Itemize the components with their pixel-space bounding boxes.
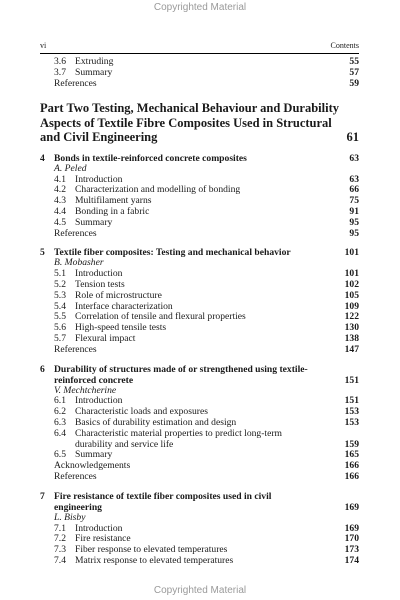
section-number: 7.1 xyxy=(54,522,66,534)
section-number: 5.6 xyxy=(54,322,66,334)
chapter-author: L. Bisby xyxy=(54,511,86,523)
section-number: 6.1 xyxy=(54,395,66,407)
entry-page: 55 xyxy=(349,56,359,67)
section-number: 4.1 xyxy=(54,173,66,185)
chapter-number: 6 xyxy=(40,363,45,375)
section-page: 95 xyxy=(349,216,359,228)
section-number: 5.3 xyxy=(54,289,66,301)
page-number: vi xyxy=(40,41,47,50)
section-page: 102 xyxy=(344,279,359,291)
chapter-number: 5 xyxy=(40,247,45,259)
section-entry xyxy=(40,556,359,567)
chapter-author: A. Peled xyxy=(54,162,87,174)
section-number: 5.2 xyxy=(54,279,66,291)
section-number: 4.5 xyxy=(54,216,66,228)
section-page: 91 xyxy=(349,206,359,218)
section-page: 95 xyxy=(349,227,359,239)
chapter-page: 169 xyxy=(344,501,359,513)
section-page: 173 xyxy=(344,544,359,556)
part-heading-line: Aspects of Textile Fibre Composites Used in Structural xyxy=(40,115,332,130)
section-page: 130 xyxy=(344,322,359,334)
section-number: 4.3 xyxy=(54,195,66,207)
chapter-author: V. Mechtcherine xyxy=(54,384,117,396)
section-entry-references xyxy=(40,472,359,483)
section-page: 169 xyxy=(344,522,359,534)
section-page: 153 xyxy=(344,406,359,418)
part-heading-line: and Civil Engineering xyxy=(40,130,158,145)
section-title: Summary xyxy=(75,216,113,228)
section-entry-references xyxy=(40,229,359,240)
section-entry xyxy=(40,429,359,451)
section-title: Characteristic material properties to predict long-term durability and service life xyxy=(75,427,282,450)
entry-page: 59 xyxy=(349,77,359,89)
section-page: 170 xyxy=(344,533,359,545)
section-page: 101 xyxy=(344,268,359,280)
section-number: 4.4 xyxy=(54,206,66,218)
toc-content xyxy=(40,57,359,567)
chapter-heading xyxy=(40,153,359,164)
section-page: 165 xyxy=(344,449,359,461)
toc-entry xyxy=(40,68,359,79)
chapter-author: B. Mobasher xyxy=(54,257,104,269)
section-title: Introduction xyxy=(75,173,123,185)
section-number: 7.4 xyxy=(54,555,66,566)
part-page: 61 xyxy=(346,130,359,145)
section-page: 166 xyxy=(344,471,359,483)
chapter-heading xyxy=(40,491,359,513)
section-page: 174 xyxy=(344,555,359,566)
section-title: Summary xyxy=(75,449,113,461)
section-page: 66 xyxy=(349,184,359,196)
section-title: Basics of durability estimation and design xyxy=(75,417,237,429)
chapter-6 xyxy=(40,364,359,483)
watermark-bottom: Copyrighted Material xyxy=(153,585,247,596)
entry-title: Extruding xyxy=(75,56,114,67)
section-number: 6.3 xyxy=(54,417,66,429)
section-title: Tension tests xyxy=(75,279,125,291)
section-entry-references xyxy=(40,345,359,356)
section-title: Role of microstructure xyxy=(75,289,162,301)
section-title: Introduction xyxy=(75,522,123,534)
running-head xyxy=(40,41,359,50)
section-page: 75 xyxy=(349,195,359,207)
section-title: References xyxy=(54,471,97,483)
section-page: 138 xyxy=(344,333,359,345)
section-page: 122 xyxy=(344,311,359,323)
section-page: 147 xyxy=(344,343,359,355)
section-title: Fiber response to elevated temperatures xyxy=(75,544,228,556)
chapter-7 xyxy=(40,491,359,567)
chapter-number: 4 xyxy=(40,152,45,164)
chapter-4 xyxy=(40,153,359,240)
section-page: 109 xyxy=(344,300,359,312)
chapter-page: 101 xyxy=(344,247,359,259)
toc-entry-references xyxy=(40,79,359,90)
section-title: Characterization and modelling of bonding xyxy=(75,184,241,196)
watermark-top: Copyrighted Material xyxy=(153,2,247,13)
chapter-number: 7 xyxy=(40,490,45,502)
section-title: Flexural impact xyxy=(75,333,136,345)
running-head-title: Contents xyxy=(330,41,359,50)
section-page: 159 xyxy=(344,438,359,450)
entry-number: 3.7 xyxy=(54,66,66,78)
chapter-title: Bonds in textile-reinforced concrete composites xyxy=(54,152,247,164)
section-title: Bonding in a fabric xyxy=(75,206,150,218)
section-number: 6.5 xyxy=(54,449,66,461)
section-number: 7.3 xyxy=(54,544,66,556)
section-page: 153 xyxy=(344,417,359,429)
chapter-5 xyxy=(40,247,359,355)
entry-number: 3.6 xyxy=(54,56,66,67)
section-number: 5.1 xyxy=(54,268,66,280)
chapter-title: Durability of structures made of or strengthened using textile-reinforced concrete xyxy=(54,363,308,386)
section-number: 6.2 xyxy=(54,406,66,418)
entry-title: Summary xyxy=(75,66,113,78)
chapter-heading xyxy=(40,364,359,386)
section-title: High-speed tensile tests xyxy=(75,322,167,334)
top-entries xyxy=(40,57,359,89)
section-title: Characteristic loads and exposures xyxy=(75,406,208,418)
part-heading-line: Part Two Testing, Mechanical Behaviour and Durability xyxy=(40,101,339,116)
section-title: References xyxy=(54,227,97,239)
chapter-page: 151 xyxy=(344,374,359,386)
section-title: Fire resistance xyxy=(75,533,131,545)
entry-title: References xyxy=(54,77,97,89)
section-number: 6.4 xyxy=(54,427,66,439)
chapter-title: Fire resistance of textile fiber composites used in civil engineering xyxy=(54,490,272,513)
section-title: Matrix response to elevated temperatures xyxy=(75,555,234,566)
part-heading xyxy=(40,101,359,145)
section-page: 166 xyxy=(344,460,359,472)
section-title: Multifilament yarns xyxy=(75,195,152,207)
section-title: Introduction xyxy=(75,268,123,280)
section-page: 151 xyxy=(344,395,359,407)
section-title: Interface characterization xyxy=(75,300,173,312)
section-number: 5.7 xyxy=(54,333,66,345)
section-title: Introduction xyxy=(75,395,123,407)
section-title: Acknowledgements xyxy=(54,460,131,472)
chapter-heading xyxy=(40,247,359,258)
chapter-page: 63 xyxy=(349,152,359,164)
section-page: 63 xyxy=(349,173,359,185)
chapter-title: Textile fiber composites: Testing and mechanical behavior xyxy=(54,247,291,259)
section-number: 5.4 xyxy=(54,300,66,312)
section-number: 7.2 xyxy=(54,533,66,545)
section-page: 105 xyxy=(344,289,359,301)
section-title: References xyxy=(54,343,97,355)
section-number: 4.2 xyxy=(54,184,66,196)
header-rule xyxy=(40,53,359,54)
section-title: Correlation of tensile and flexural properties xyxy=(75,311,246,323)
entry-page: 57 xyxy=(349,66,359,78)
section-number: 5.5 xyxy=(54,311,66,323)
